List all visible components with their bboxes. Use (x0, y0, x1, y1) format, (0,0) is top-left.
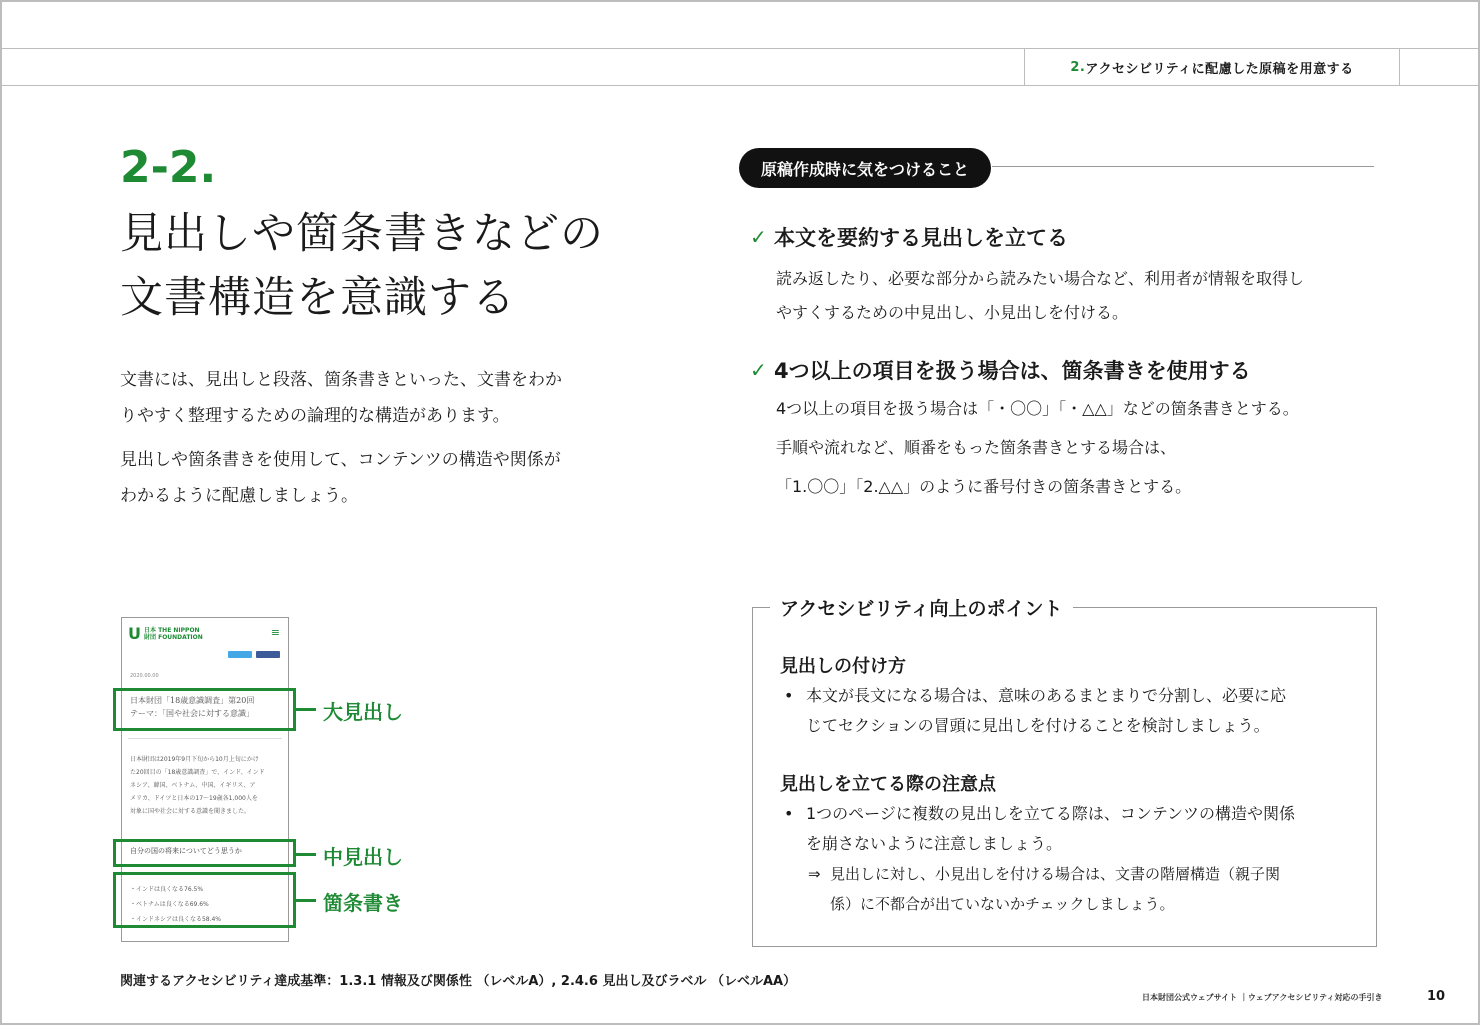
page-title-line1: 見出しや箇条書きなどの (120, 209, 604, 259)
section-tab (1024, 48, 1400, 86)
tip-2-line3: 「1.〇〇」「2.△△」のように番号付きの箇条書きとする。 (776, 477, 1192, 496)
tips-pill-label: 原稿作成時に気をつけること (739, 148, 991, 188)
section-number: 2-2. (120, 142, 217, 193)
connector-h1 (296, 708, 316, 711)
label-list: 箇条書き (323, 891, 403, 915)
page-title-line2: 文書構造を意識する (120, 273, 516, 323)
check-icon: ✓ (750, 225, 767, 249)
page-number: 10 (1427, 989, 1446, 1004)
mockup-heading-2: 自分の国の将来についてどう思うか (130, 847, 242, 855)
logo-mark: U (128, 624, 141, 643)
bullet-icon: • (784, 686, 794, 705)
points-sub-1: 見出しの付け方 (780, 656, 906, 677)
points-bullet-2-line2: を崩さないように注意しましょう。 (806, 834, 1063, 853)
mockup-divider (128, 738, 282, 739)
mockup-list-item: ・インドは良くなる76.5% (130, 886, 204, 893)
mockup-date: 2020.00.00 (130, 673, 159, 679)
tip-1-line1: 読み返したり、必要な部分から読みたい場合など、利用者が情報を取得し (776, 269, 1305, 288)
intro-p2-line2: わかるように配慮しましょう。 (120, 486, 358, 506)
hamburger-menu-icon: ≡ (270, 626, 280, 639)
facebook-share-icon (256, 651, 280, 658)
points-bullet-2 (784, 799, 1364, 859)
mockup-body (130, 753, 282, 818)
points-note-line1: 見出しに対し、小見出しを付ける場合は、文書の階層構造（親子関 (830, 865, 1281, 883)
tip-1-line2: やすくするための中見出し、小見出しを付ける。 (776, 303, 1129, 322)
highlight-h1 (113, 688, 296, 731)
intro-p2-line1: 見出しや箇条書きを使用して、コンテンツの構造や関係が (120, 450, 561, 470)
bullet-icon: • (784, 804, 794, 823)
label-h1: 大見出し (323, 700, 403, 724)
points-sub-2: 見出しを立てる際の注意点 (780, 774, 996, 795)
section-tab-label: アクセシビリティに配慮した原稿を用意する (1085, 61, 1354, 77)
mockup-h1-line2: テーマ：「国や社会に対する意識」 (130, 709, 254, 718)
highlight-h2 (113, 839, 296, 867)
mockup-body-line: ネシア、韓国、ベトナム、中国、イギリス、ア (130, 782, 256, 789)
tip-1-heading-text: 本文を要約する見出しを立てる (774, 226, 1068, 250)
points-bullet-2-line1: 1つのページに複数の見出しを立てる際は、コンテンツの構造や関係 (806, 804, 1296, 823)
tip-2-line1: 4つ以上の項目を扱う場合は「・〇〇」「・△△」などの箇条書きとする。 (776, 399, 1299, 418)
tip-2-heading (750, 355, 1390, 385)
footer-site-title: 日本財団公式ウェブサイト ｜ウェブアクセシビリティ対応の手引き (1142, 993, 1383, 1002)
mockup-list-item: ・インドネシアは良くなる58.4% (130, 916, 222, 923)
points-bullet-1-line1: 本文が長文になる場合は、意味のあるまとまりで分割し、必要に応 (806, 686, 1287, 705)
points-bullet-1 (784, 681, 1364, 741)
tips-divider (992, 166, 1374, 167)
highlight-list (113, 872, 296, 928)
intro-p1-line1: 文書には、見出しと段落、箇条書きといった、文書をわか (120, 370, 562, 390)
tip-1-heading (750, 222, 1390, 252)
intro-text (120, 362, 660, 522)
tip-1 (750, 222, 1390, 330)
arrow-icon: ⇒ (808, 865, 821, 883)
tip-2-line2: 手順や流れなど、順番をもった箇条書きとする場合は、 (776, 438, 1177, 457)
logo-text-line1: 日本 THE NIPPON (144, 626, 200, 634)
logo-text-line2: 財団 FOUNDATION (144, 633, 203, 641)
nippon-foundation-logo (128, 624, 203, 643)
mockup-body-line: 日本財団は2019年9月下旬から10月上旬にかけ (130, 756, 259, 763)
mockup-body-line: 対象に国や社会に対する意識を聞きました。 (130, 808, 251, 815)
intro-paragraph-2 (120, 442, 660, 514)
connector-h2 (296, 853, 316, 856)
points-bullet-1-line2: じてセクションの冒頭に見出しを付けることを検討しましょう。 (806, 716, 1270, 735)
points-note-line2: 係）に不都合が出ていないかチェックしましょう。 (830, 895, 1175, 913)
mockup-body-line: た20回目の「18歳意識調査」で、インド、インド (130, 769, 265, 776)
connector-list (296, 899, 316, 902)
tip-2 (750, 355, 1390, 506)
page-title (120, 202, 604, 330)
points-title: アクセシビリティ向上のポイント (770, 594, 1073, 621)
mockup-body-line: メリカ、ドイツと日本の17〜19歳各1,000人を (130, 795, 258, 802)
intro-paragraph-1 (120, 362, 660, 434)
mockup-list-item: ・ベトナムは良くなる69.6% (130, 901, 209, 908)
tip-1-body (776, 262, 1390, 330)
tip-2-heading-text: 4つ以上の項目を扱う場合は、箇条書きを使用する (774, 359, 1251, 383)
section-tab-number: 2. (1070, 59, 1086, 75)
twitter-share-icon (228, 651, 252, 658)
intro-p1-line2: りやすく整理するための論理的な構造があります。 (120, 406, 510, 426)
points-note (808, 859, 1358, 919)
related-criteria: 関連するアクセシビリティ達成基準：1.3.1 情報及び関係性 （レベルA）, 2.4.6 見出し及びラベル （レベルAA） (120, 974, 797, 989)
check-icon: ✓ (750, 358, 767, 382)
mockup-h1-line1: 日本財団「18歳意識調査」第20回 (130, 696, 255, 705)
tip-2-body (776, 389, 1390, 506)
label-h2: 中見出し (323, 845, 403, 869)
